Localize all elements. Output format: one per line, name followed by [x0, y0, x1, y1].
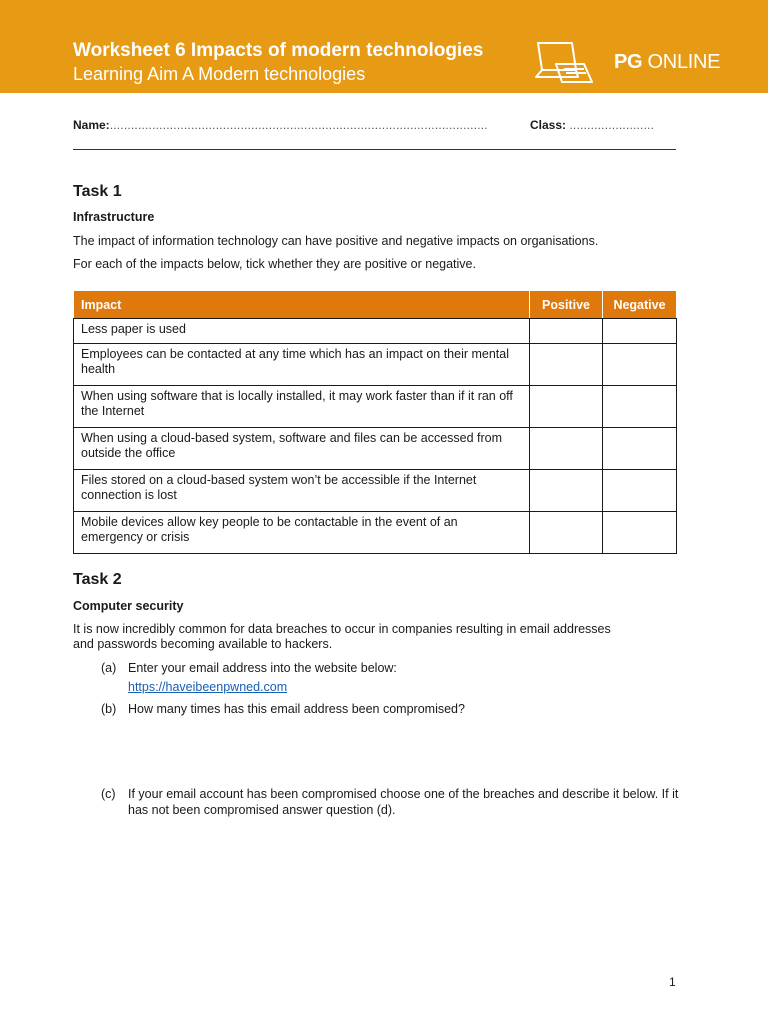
negative-tick-box[interactable] [603, 428, 677, 470]
question-label: (b) [101, 702, 117, 716]
header-banner [0, 0, 768, 93]
column-header-impact: Impact [74, 291, 530, 319]
table-header-row [74, 291, 677, 319]
logo-rest-text: ONLINE [642, 51, 721, 73]
worksheet-subtitle: Learning Aim A Modern technologies [73, 64, 366, 84]
question-c [101, 786, 681, 818]
impact-cell: Employees can be contacted at any time which has an impact on their mental health [74, 344, 530, 386]
name-class-row [73, 118, 676, 132]
table-row [74, 428, 677, 470]
class-field[interactable]: ........................ [569, 118, 655, 132]
negative-tick-box[interactable] [603, 512, 677, 554]
impact-cell: Mobile devices allow key people to be contactable in the event of an emergency or crisis [74, 512, 530, 554]
page-number: 1 [669, 975, 676, 989]
question-b [101, 701, 681, 717]
column-header-negative: Negative [603, 291, 677, 319]
negative-tick-box[interactable] [603, 386, 677, 428]
impact-cell: Less paper is used [74, 319, 530, 344]
haveibeenpwned-link[interactable]: https://haveibeenpwned.com [128, 680, 288, 694]
logo-wordmark [614, 51, 720, 74]
task1-heading: Task 1 [73, 183, 122, 200]
divider-rule [73, 149, 676, 150]
worksheet-title: Worksheet 6 Impacts of modern technologies [73, 40, 484, 61]
table-row [74, 386, 677, 428]
impact-cell: When using software that is locally installed, it may work faster than if it ran off the Internet [74, 386, 530, 428]
question-a [101, 660, 681, 695]
name-label: Name: [73, 118, 110, 132]
impact-cell: Files stored on a cloud-based system won’t be accessible if the Internet connection is lost [74, 470, 530, 512]
class-label: Class: [530, 118, 567, 132]
impact-cell: When using a cloud-based system, software and files can be accessed from outside the office [74, 428, 530, 470]
negative-tick-box[interactable] [603, 319, 677, 344]
task2-intro: It is now incredibly common for data breaches to occur in companies resulting in email addresses and passwords becoming available to hackers. [73, 622, 611, 651]
positive-tick-box[interactable] [530, 344, 603, 386]
positive-tick-box[interactable] [530, 319, 603, 344]
laptop-icon [534, 40, 604, 86]
class-part [530, 118, 654, 132]
table-row [74, 319, 677, 344]
column-header-positive: Positive [530, 291, 603, 319]
task1-instruction: For each of the impacts below, tick whether they are positive or negative. [73, 257, 476, 271]
pg-online-logo [534, 40, 724, 86]
name-field[interactable]: ........................................................................................................... [109, 118, 488, 132]
positive-tick-box[interactable] [530, 428, 603, 470]
positive-tick-box[interactable] [530, 470, 603, 512]
negative-tick-box[interactable] [603, 344, 677, 386]
task1-intro: The impact of information technology can have positive and negative impacts on organisations. [73, 234, 599, 248]
question-text: Enter your email address into the website below: [128, 661, 397, 675]
table-row [74, 344, 677, 386]
question-text: How many times has this email address been compromised? [128, 702, 465, 716]
question-text: If your email account has been compromised choose one of the breaches and describe it below. If it has not been compromised answer question (d). [128, 787, 679, 817]
task2-subheading: Computer security [73, 599, 184, 613]
question-label: (c) [101, 787, 116, 801]
impacts-table [73, 290, 677, 554]
logo-bold-text: PG [614, 51, 643, 73]
negative-tick-box[interactable] [603, 470, 677, 512]
positive-tick-box[interactable] [530, 386, 603, 428]
table-row [74, 512, 677, 554]
task2-heading: Task 2 [73, 571, 122, 588]
task1-subheading: Infrastructure [73, 210, 155, 224]
positive-tick-box[interactable] [530, 512, 603, 554]
table-row [74, 470, 677, 512]
question-label: (a) [101, 661, 117, 675]
